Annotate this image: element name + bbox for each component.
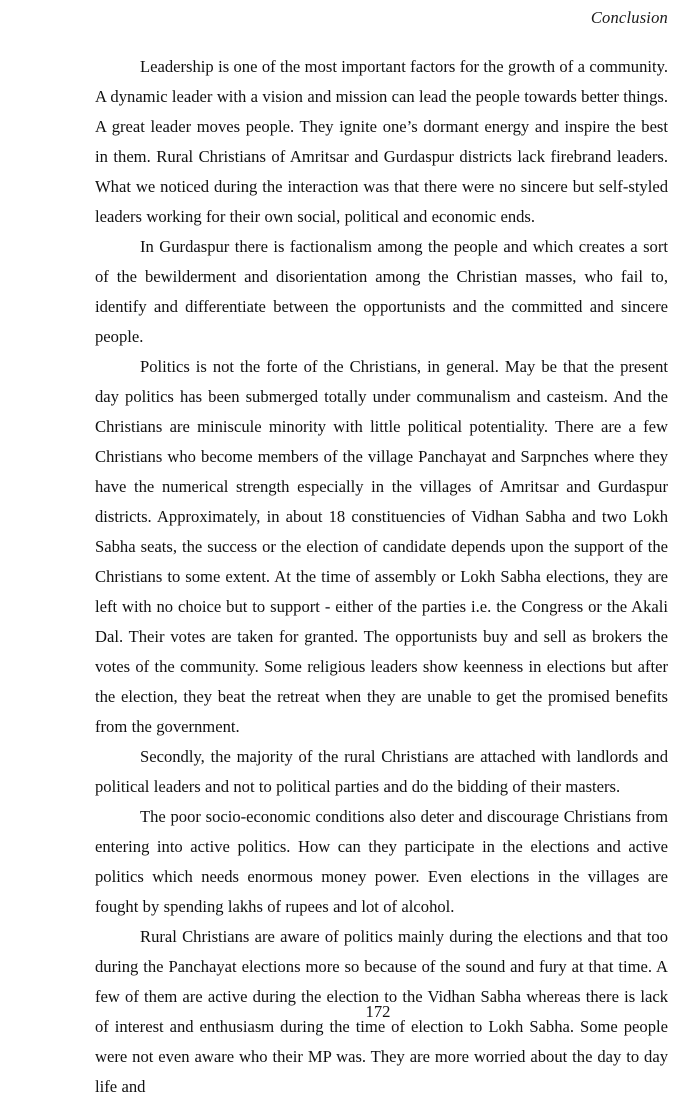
running-head: Conclusion: [590, 8, 668, 27]
paragraph: The poor socio-economic conditions also deter and discourage Christians from entering into active politics. How can they participate in the elections and active politics which needs enormous money power. Even elections in the villages are fought by spending lakhs of rupees and lot of alcohol.: [95, 807, 668, 916]
paragraph: Rural Christians are aware of politics mainly during the elections and that too during the Panchayat elections more so because of the sound and fury at that time. A few of them are active during the election to the Vidhan Sabha whereas there is lack of interest and enthusiasm during the time of election to Lokh Sabha. Some people were not even aware who their MP was. They are more worried about the day to day life and: [95, 927, 668, 1096]
paragraph: Secondly, the majority of the rural Christians are attached with landlords and political leaders and not to political parties and do the bidding of their masters.: [95, 747, 668, 796]
paragraph: Politics is not the forte of the Christians, in general. May be that the present day politics has been submerged totally under communalism and casteism. And the Christians are miniscule minority with little political potentiality. There are a few Christians who become members of the village Panchayat and Sarpnches where they have the numerical strength especially in the villages of Amritsar and Gurdaspur districts. Approximately, in about 18 constituencies of Vidhan Sabha and two Lokh Sabha seats, the success or the election of candidate depends upon the support of the Christians to some extent. At the time of assembly or Lokh Sabha elections, they are left with no choice but to support - either of the parties i.e. the Congress or the Akali Dal. Their votes are taken for granted. The opportunists buy and sell as brokers the votes of the community. Some religious leaders show keenness in elections but after the election, they beat the retreat when they are unable to get the promised benefits from the government.: [95, 357, 668, 736]
page-footer: [0, 1000, 700, 1024]
body-text-block: [95, 52, 668, 1102]
paragraph: In Gurdaspur there is factionalism among the people and which creates a sort of the bewilderment and disorientation among the Christian masses, who fail to, identify and differentiate between the opportunists and the committed and sincere people.: [95, 237, 668, 346]
page-number: 172: [365, 1002, 391, 1021]
paragraph: Leadership is one of the most important factors for the growth of a community. A dynamic leader with a vision and mission can lead the people towards better things. A great leader moves people. They ignite one’s dormant energy and inspire the best in them. Rural Christians of Amritsar and Gurdaspur districts lack firebrand leaders. What we noticed during the interaction was that there were no sincere but self-styled leaders working for their own social, political and economic ends.: [95, 57, 668, 226]
